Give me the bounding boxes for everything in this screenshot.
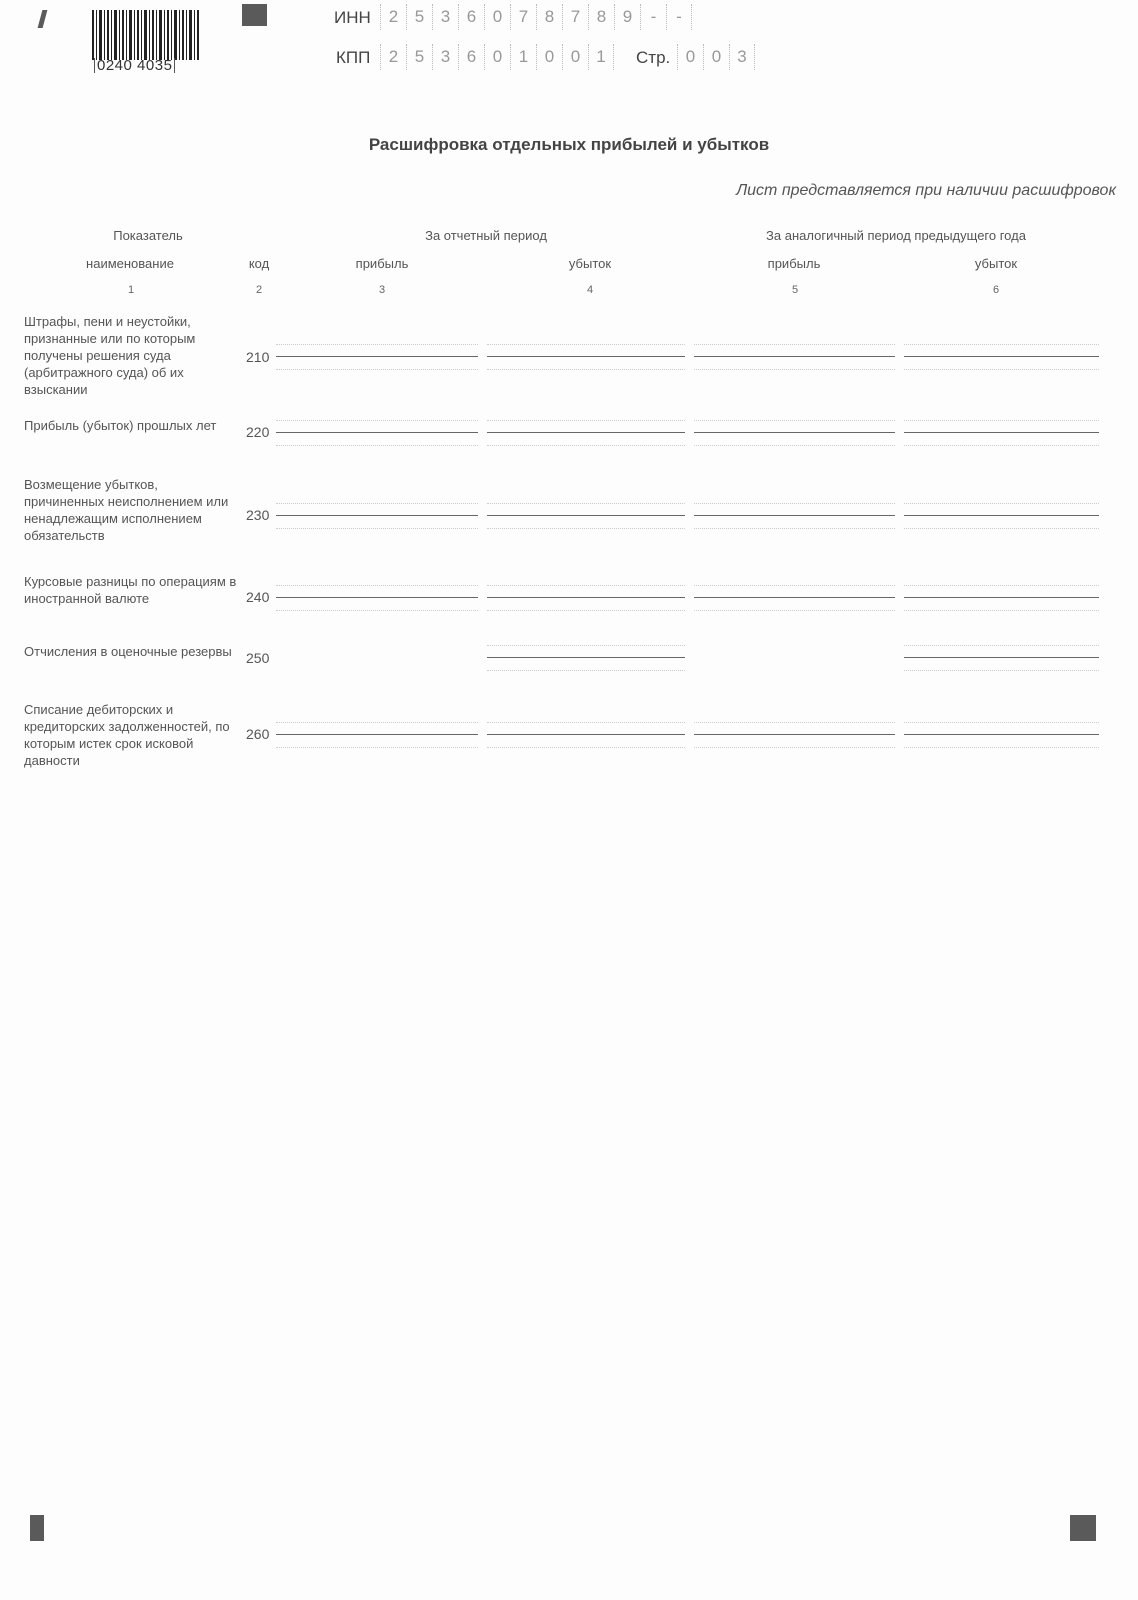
inn-digit-5[interactable]: 0 — [484, 4, 510, 30]
corner-marker-bottom-right — [1070, 1515, 1096, 1541]
kpp-digit-8[interactable]: 0 — [562, 44, 588, 70]
kpp-cells — [380, 44, 614, 70]
row-220-code: 220 — [246, 424, 270, 440]
row-240-code: 240 — [246, 589, 270, 605]
previous-loss-header: убыток — [974, 256, 1018, 271]
field-230-previous-loss[interactable] — [904, 503, 1099, 529]
field-240-current-profit[interactable] — [276, 585, 478, 611]
row-250-code: 250 — [246, 650, 270, 666]
col-number-6: 6 — [992, 284, 1000, 296]
kpp-digit-4[interactable]: 6 — [458, 44, 484, 70]
field-210-previous-profit[interactable] — [694, 344, 895, 370]
inn-digit-9[interactable]: 8 — [588, 4, 614, 30]
page-cells — [677, 44, 755, 70]
current-profit-header: прибыль — [355, 256, 409, 271]
field-220-previous-loss[interactable] — [904, 420, 1099, 446]
barcode-number: 0240 4035 — [94, 58, 175, 73]
name-header: наименование — [86, 256, 174, 271]
field-260-previous-loss[interactable] — [904, 722, 1099, 748]
sheet-note: Лист представляется при наличии расшифровок — [736, 182, 1116, 199]
row-240-name: Курсовые разницы по операциям в иностранной валюте — [24, 574, 237, 606]
code-header: код — [248, 256, 270, 271]
col-number-4: 4 — [586, 284, 594, 296]
field-240-current-loss[interactable] — [487, 585, 685, 611]
kpp-digit-3[interactable]: 3 — [432, 44, 458, 70]
page-title: Расшифровка отдельных прибылей и убытков — [368, 135, 770, 154]
corner-marker-top-left — [38, 10, 48, 28]
kpp-digit-9[interactable]: 1 — [588, 44, 614, 70]
inn-digit-1[interactable]: 2 — [380, 4, 406, 30]
field-250-current-loss[interactable] — [487, 645, 685, 671]
field-220-current-loss[interactable] — [487, 420, 685, 446]
row-260-code: 260 — [246, 726, 270, 742]
corner-marker-bottom-left — [30, 1515, 44, 1541]
corner-marker-top — [242, 4, 267, 26]
field-210-current-loss[interactable] — [487, 344, 685, 370]
previous-profit-header: прибыль — [767, 256, 821, 271]
inn-digit-11[interactable]: - — [640, 4, 666, 30]
field-230-current-loss[interactable] — [487, 503, 685, 529]
field-230-current-profit[interactable] — [276, 503, 478, 529]
inn-label: ИНН — [334, 8, 371, 27]
page-label: Стр. — [636, 48, 671, 67]
previous-period-header: За аналогичный период предыдущего года — [766, 228, 1026, 243]
row-210-code: 210 — [246, 349, 270, 365]
page-digit-1[interactable]: 0 — [677, 44, 703, 70]
kpp-digit-2[interactable]: 5 — [406, 44, 432, 70]
row-230-code: 230 — [246, 507, 270, 523]
inn-digit-8[interactable]: 7 — [562, 4, 588, 30]
inn-digit-7[interactable]: 8 — [536, 4, 562, 30]
field-250-previous-loss[interactable] — [904, 645, 1099, 671]
inn-digit-2[interactable]: 5 — [406, 4, 432, 30]
kpp-digit-6[interactable]: 1 — [510, 44, 536, 70]
inn-digit-4[interactable]: 6 — [458, 4, 484, 30]
page-digit-2[interactable]: 0 — [703, 44, 729, 70]
page-digit-3[interactable]: 3 — [729, 44, 755, 70]
inn-digit-10[interactable]: 9 — [614, 4, 640, 30]
current-loss-header: убыток — [568, 256, 612, 271]
field-260-previous-profit[interactable] — [694, 722, 895, 748]
kpp-digit-5[interactable]: 0 — [484, 44, 510, 70]
row-210-name: Штрафы, пени и неустойки, признанные или по которым получены решения суда (арбитражного суда) об их взыскании — [24, 314, 196, 397]
inn-digit-6[interactable]: 7 — [510, 4, 536, 30]
current-period-header: За отчетный период — [425, 228, 547, 243]
inn-cells — [380, 4, 692, 30]
row-250-name: Отчисления в оценочные резервы — [24, 644, 232, 659]
field-230-previous-profit[interactable] — [694, 503, 895, 529]
row-260-name: Списание дебиторских и кредиторских задолженностей, по которым истек срок исковой давности — [24, 702, 230, 768]
field-210-previous-loss[interactable] — [904, 344, 1099, 370]
inn-digit-12[interactable]: - — [666, 4, 692, 30]
kpp-digit-1[interactable]: 2 — [380, 44, 406, 70]
field-260-current-loss[interactable] — [487, 722, 685, 748]
field-240-previous-profit[interactable] — [694, 585, 895, 611]
field-240-previous-loss[interactable] — [904, 585, 1099, 611]
col-number-5: 5 — [791, 284, 799, 296]
row-230-name: Возмещение убытков, причиненных неисполнением или ненадлежащим исполнением обязательств — [24, 477, 229, 543]
field-210-current-profit[interactable] — [276, 344, 478, 370]
col-number-2: 2 — [255, 284, 263, 296]
col-number-1: 1 — [127, 284, 135, 296]
indicator-header: Показатель — [113, 228, 183, 243]
col-number-3: 3 — [378, 284, 386, 296]
field-220-current-profit[interactable] — [276, 420, 478, 446]
barcode-image — [92, 10, 200, 60]
kpp-label: КПП — [336, 48, 371, 67]
kpp-digit-7[interactable]: 0 — [536, 44, 562, 70]
inn-digit-3[interactable]: 3 — [432, 4, 458, 30]
field-220-previous-profit[interactable] — [694, 420, 895, 446]
row-220-name: Прибыль (убыток) прошлых лет — [24, 418, 217, 433]
field-260-current-profit[interactable] — [276, 722, 478, 748]
